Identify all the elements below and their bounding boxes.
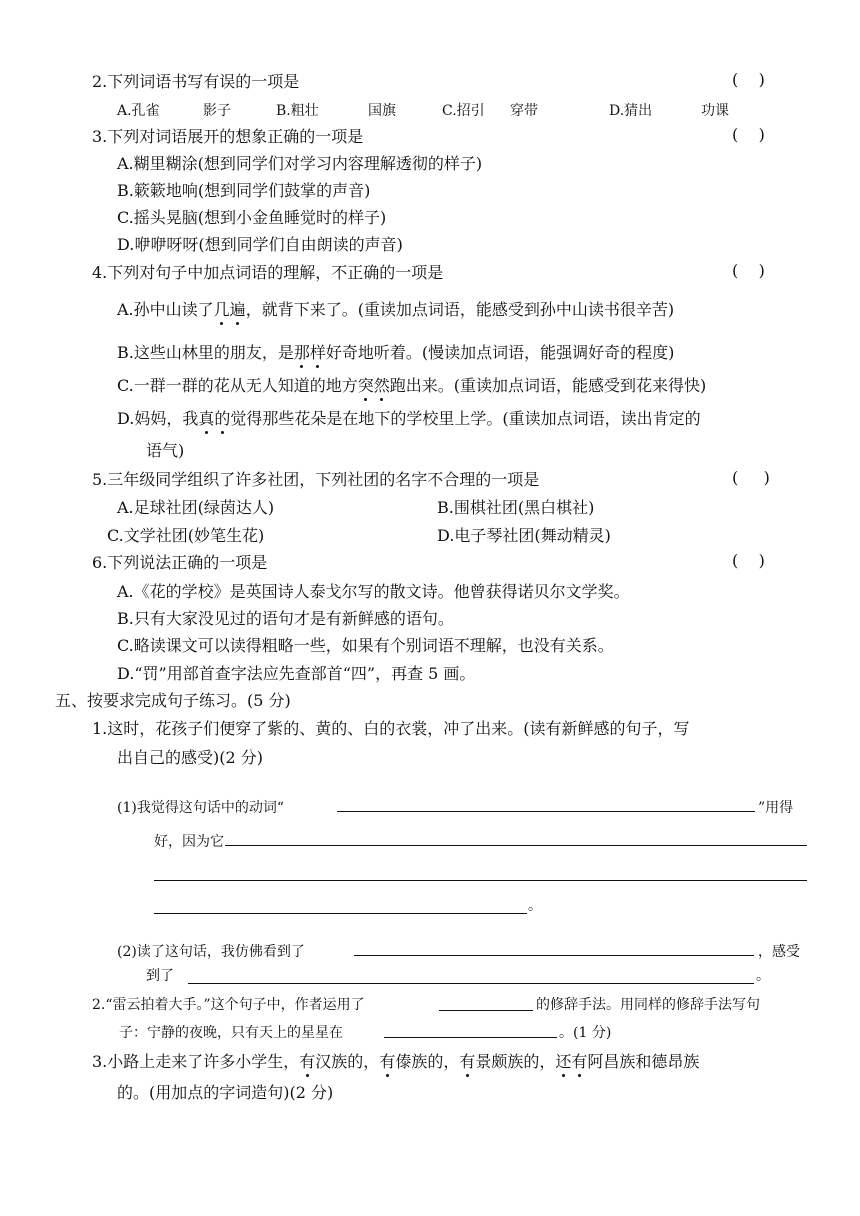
s2-line2-a: 子：宁静的夜晚，只有天上的星星在: [119, 1025, 343, 1041]
s1-part1-verb-blank[interactable]: [337, 811, 755, 812]
s1-part2-prefix: (2)读了这句话，我仿佛看到了: [117, 944, 305, 960]
emphasis-dot-char: 有: [379, 1052, 396, 1071]
q6-answer-paren[interactable]: ( ): [732, 551, 765, 570]
q4-stem: 4.下列对句子中加点词语的理解，不正确的一项是: [92, 263, 444, 282]
emphasis-dot-char: 突: [357, 376, 374, 395]
s1-part1-because: 好，因为它: [154, 834, 224, 850]
q2-stem: 2.下列词语书写有误的一项是: [92, 72, 300, 91]
q2-option-c-word2: 穿带: [510, 103, 538, 119]
q4-option-a: A.孙中山读了几遍，就背下来了。(重读加点词语，能感受到孙中山读书很辛苦): [117, 300, 675, 319]
emphasis-dot-char: 有: [299, 1052, 316, 1071]
s1-prompt: 1.这时，花孩子们便穿了紫的、黄的、白的衣裳，冲了出来。(读有新鲜感的句子，写: [92, 719, 690, 738]
section-five-title: 五、按要求完成句子练习。(5 分): [55, 691, 291, 710]
s2-line1-b: 的修辞手法。用同样的修辞手法写句: [536, 997, 760, 1013]
q2-option-a: A.孔雀: [117, 103, 160, 119]
s1-part2-period: 。: [756, 968, 770, 984]
s1-part2-felt: 到了: [146, 968, 174, 984]
q3-option-a: A.糊里糊涂(想到同学们对学习内容理解透彻的样子): [117, 154, 483, 173]
s1-part1-suffix: ”用得: [758, 800, 794, 816]
q4-option-b: B.这些山林里的朋友，是那样好奇地听着。(慢读加点词语，能强调好奇的程度): [117, 343, 675, 362]
emphasis-dot-char: 有: [459, 1052, 476, 1071]
emphasis-dot-char: 真: [198, 409, 215, 428]
emphasis-dot-char: 样: [309, 343, 326, 362]
s3-prompt: 3.小路上走来了许多小学生，有汉族的，有傣族的，有景颇族的，还有阿昌族和德昂族: [92, 1052, 700, 1071]
s1-part1-answer-line-2[interactable]: [154, 880, 807, 881]
q4-option-d: D.妈妈，我真的觉得那些花朵是在地下的学校里上学。(重读加点词语，读出肯定的: [117, 409, 701, 428]
s2-line1-a: 2.“雷云拍着大手。”这个句子中，作者运用了: [92, 997, 365, 1013]
s1-part1-prefix: (1)我觉得这句话中的动词“: [117, 800, 284, 816]
q5-option-d: D.电子琴社团(舞动精灵): [437, 526, 611, 545]
s1-part2-saw-blank[interactable]: [354, 955, 754, 956]
q6-option-b: B.只有大家没见过的语句才是有新鲜感的语句。: [117, 609, 454, 628]
q2-option-b-word2: 国旗: [368, 103, 396, 119]
q5-option-c: C.文学社团(妙笔生花): [107, 526, 265, 545]
s2-rhetoric-blank[interactable]: [439, 1010, 533, 1011]
s3-prompt-cont: 的。(用加点的字词造句)(2 分): [117, 1083, 334, 1102]
emphasis-dot-char: 的: [214, 409, 231, 428]
emphasis-dot-char: 有: [571, 1052, 588, 1071]
s2-sentence-blank[interactable]: [384, 1037, 557, 1038]
q5-answer-paren[interactable]: ( ): [732, 468, 770, 487]
s1-part1-answer-line-1[interactable]: [225, 845, 807, 846]
q3-stem: 3.下列对词语展开的想象正确的一项是: [92, 127, 364, 146]
emphasis-dot-char: 然: [373, 376, 390, 395]
q2-option-b: B.粗壮: [276, 103, 319, 119]
s1-part1-answer-line-3[interactable]: [154, 913, 527, 914]
q3-option-c: C.摇头晃脑(想到小金鱼睡觉时的样子): [117, 208, 387, 227]
s1-part1-period: 。: [528, 898, 542, 914]
q6-option-d: D.“罚”用部首查字法应先查部首“四”，再查 5 画。: [117, 664, 476, 683]
q6-option-a: A.《花的学校》是英国诗人泰戈尔写的散文诗。他曾获得诺贝尔文学奖。: [117, 582, 630, 601]
q2-option-d: D.猜出: [609, 103, 653, 119]
q6-option-c: C.略读课文可以读得粗略一些，如果有个别词语不理解，也没有关系。: [117, 636, 614, 655]
emphasis-dot-char: 几: [213, 300, 230, 319]
q3-answer-paren[interactable]: ( ): [732, 125, 765, 144]
q2-option-d-word2: 功课: [701, 103, 729, 119]
s2-line2-b: 。(1 分): [559, 1025, 612, 1041]
s1-prompt-cont: 出自己的感受)(2 分): [117, 748, 263, 767]
q2-answer-paren[interactable]: ( ): [732, 70, 765, 89]
emphasis-dot-char: 还: [555, 1052, 572, 1071]
q5-option-a: A.足球社团(绿茵达人): [117, 498, 275, 517]
emphasis-dot-char: 遍: [229, 300, 246, 319]
q2-option-a-word2: 影子: [203, 103, 231, 119]
q4-option-d-cont: 语气): [146, 441, 185, 460]
q5-stem: 5.三年级同学组织了许多社团，下列社团的名字不合理的一项是: [92, 470, 540, 489]
q3-option-d: D.咿咿呀呀(想到同学们自由朗读的声音): [117, 235, 403, 254]
s1-part2-felt-blank[interactable]: [188, 983, 754, 984]
s1-part2-suffix: ，感受: [758, 944, 800, 960]
q6-stem: 6.下列说法正确的一项是: [92, 553, 268, 572]
q4-option-c: C.一群一群的花从无人知道的地方突然跑出来。(重读加点词语，能感受到花来得快): [117, 376, 707, 395]
q2-option-c: C.招引: [442, 103, 485, 119]
q5-option-b: B.围棋社团(黑白棋社): [437, 498, 595, 517]
emphasis-dot-char: 那: [293, 343, 310, 362]
q4-answer-paren[interactable]: ( ): [732, 261, 765, 280]
q3-option-b: B.簌簌地响(想到同学们鼓掌的声音): [117, 181, 371, 200]
